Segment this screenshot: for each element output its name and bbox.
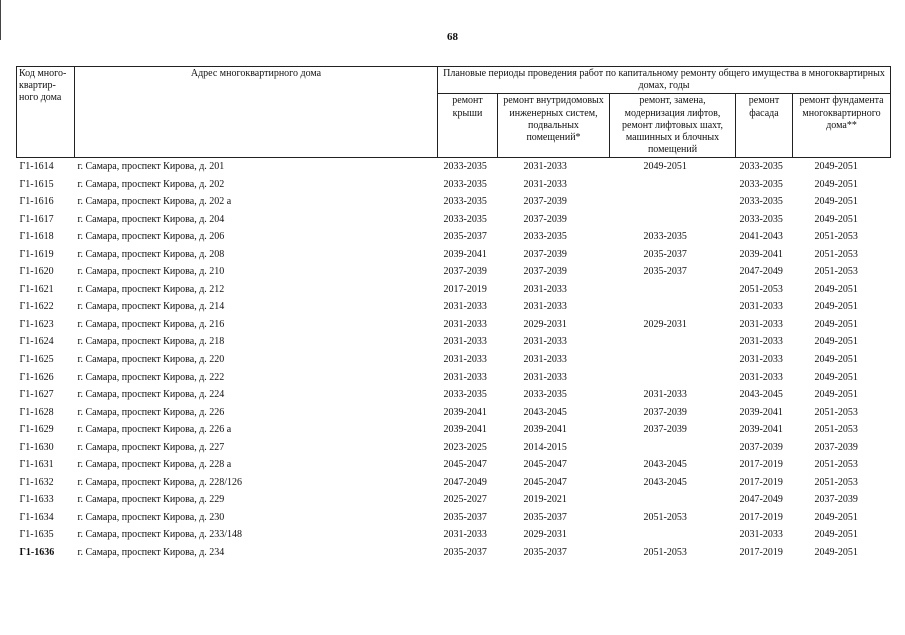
cell-roof: 2039-2041 xyxy=(443,248,487,260)
cell-roof: 2037-2039 xyxy=(443,266,487,278)
cell-roof: 2033-2035 xyxy=(443,389,487,401)
cell-engineering: 2031-2033 xyxy=(523,354,567,365)
cell-foundation: 2049-2051 xyxy=(814,283,858,295)
cell-roof: 2033-2035 xyxy=(443,196,487,208)
cell-code: Г1-1619 xyxy=(19,248,54,260)
cell-foundation: 2049-2051 xyxy=(814,511,858,523)
cell-facade: 2017-2019 xyxy=(739,476,783,488)
cell-engineering: 2031-2033 xyxy=(523,371,567,383)
repair-schedule-table xyxy=(16,66,891,562)
table-row xyxy=(17,509,891,527)
cell-engineering: 2033-2035 xyxy=(523,389,567,401)
cell-code: Г1-1624 xyxy=(19,336,54,348)
cell-facade: 2033-2035 xyxy=(739,213,783,225)
cell-foundation: 2049-2051 xyxy=(814,529,858,541)
cell-address: г. Самара, проспект Кирова, д. 218 xyxy=(77,336,225,348)
cell-address: г. Самара, проспект Кирова, д. 226 xyxy=(77,406,225,418)
cell-foundation: 2037-2039 xyxy=(814,494,858,506)
cell-foundation: 2051-2053 xyxy=(814,266,858,278)
cell-roof: 2039-2041 xyxy=(443,424,487,436)
cell-code: Г1-1636 xyxy=(19,547,55,559)
cell-facade: 2047-2049 xyxy=(739,494,783,506)
cell-foundation: 2051-2053 xyxy=(814,248,858,260)
header-roof: ремонт крыши xyxy=(438,94,498,158)
cell-code: Г1-1614 xyxy=(17,158,75,176)
cell-roof: 2039-2041 xyxy=(443,406,487,418)
cell-foundation: 2037-2039 xyxy=(814,441,858,453)
cell-code: Г1-1634 xyxy=(19,511,54,523)
cell-foundation: 2049-2051 xyxy=(814,389,858,401)
cell-elevator: 2033-2035 xyxy=(643,231,687,243)
cell-elevator: 2043-2045 xyxy=(643,459,687,471)
cell-elevator xyxy=(610,439,736,457)
cell-address: г. Самара, проспект Кирова, д. 222 xyxy=(77,371,225,383)
cell-facade: 2031-2033 xyxy=(739,529,783,541)
cell-engineering: 2031-2033 xyxy=(523,336,567,348)
cell-foundation: 2051-2053 xyxy=(814,459,858,471)
cell-code: Г1-1632 xyxy=(19,476,54,488)
cell-engineering: 2029-2031 xyxy=(523,318,567,330)
table-row xyxy=(17,439,891,457)
cell-roof: 2031-2033 xyxy=(443,301,487,313)
cell-engineering: 2045-2047 xyxy=(523,476,567,488)
cell-address: г. Самара, проспект Кирова, д. 216 xyxy=(77,318,225,330)
cell-foundation: 2051-2053 xyxy=(814,231,858,243)
cell-roof: 2031-2033 xyxy=(443,336,487,348)
table-row xyxy=(17,457,891,475)
cell-engineering: 2037-2039 xyxy=(523,213,567,225)
cell-foundation: 2049-2051 xyxy=(814,318,858,330)
cell-roof: 2031-2033 xyxy=(443,529,487,541)
cell-elevator: 2037-2039 xyxy=(643,424,687,436)
cell-address: г. Самара, проспект Кирова, д. 233/148 xyxy=(77,529,243,541)
cell-foundation: 2049-2051 xyxy=(814,213,858,225)
cell-elevator xyxy=(610,351,736,369)
cell-elevator: 2043-2045 xyxy=(643,476,687,488)
cell-engineering: 2019-2021 xyxy=(523,494,567,506)
table-row xyxy=(17,176,891,194)
cell-elevator: 2051-2053 xyxy=(643,547,687,559)
cell-facade: 2041-2043 xyxy=(739,231,783,243)
header-engineering: ремонт внутридомовых инженерных систем, подвальных помещений* xyxy=(498,94,610,158)
cell-foundation: 2049-2051 xyxy=(793,158,891,176)
table-row xyxy=(17,158,891,176)
cell-engineering: 2035-2037 xyxy=(523,511,567,523)
table-row xyxy=(17,229,891,247)
cell-address: г. Самара, проспект Кирова, д. 226 а xyxy=(77,424,232,436)
cell-roof: 2023-2025 xyxy=(443,441,487,453)
cell-facade: 2017-2019 xyxy=(739,547,783,559)
cell-roof: 2045-2047 xyxy=(443,459,487,471)
header-address: Адрес многоквартирного дома xyxy=(75,67,438,158)
cell-facade: 2039-2041 xyxy=(739,406,783,418)
cell-facade: 2031-2033 xyxy=(739,301,783,313)
cell-engineering: 2033-2035 xyxy=(523,231,567,243)
header-periods-group: Плановые периоды проведения работ по капитальному ремонту общего имущества в многоквартирных домах, годы xyxy=(438,67,891,94)
cell-address: г. Самара, проспект Кирова, д. 229 xyxy=(77,494,225,506)
cell-address: г. Самара, проспект Кирова, д. 204 xyxy=(77,213,225,225)
cell-facade: 2031-2033 xyxy=(739,336,783,348)
cell-address: г. Самара, проспект Кирова, д. 210 xyxy=(77,266,225,278)
cell-roof: 2033-2035 xyxy=(443,178,487,190)
cell-elevator xyxy=(610,334,736,352)
cell-engineering: 2035-2037 xyxy=(523,547,567,559)
cell-foundation: 2049-2051 xyxy=(814,196,858,208)
cell-elevator xyxy=(610,527,736,545)
table-row xyxy=(17,386,891,404)
cell-foundation: 2051-2053 xyxy=(814,424,858,436)
cell-code: Г1-1626 xyxy=(19,371,54,383)
table-row xyxy=(17,334,891,352)
cell-facade: 2051-2053 xyxy=(739,283,783,295)
table-row xyxy=(17,281,891,299)
cell-elevator: 2035-2037 xyxy=(643,266,687,278)
cell-address: г. Самара, проспект Кирова, д. 228/126 xyxy=(77,476,243,488)
cell-elevator xyxy=(610,193,736,211)
cell-elevator xyxy=(610,369,736,387)
cell-code: Г1-1621 xyxy=(19,283,54,295)
cell-address: г. Самара, проспект Кирова, д. 202 xyxy=(77,178,225,190)
cell-address: г. Самара, проспект Кирова, д. 201 xyxy=(75,158,438,176)
table-row xyxy=(17,316,891,334)
cell-engineering: 2031-2033 xyxy=(498,158,610,176)
table-row xyxy=(17,544,891,562)
cell-foundation: 2051-2053 xyxy=(814,476,858,488)
cell-code: Г1-1616 xyxy=(19,196,54,208)
cell-facade: 2039-2041 xyxy=(739,248,783,260)
cell-elevator: 2051-2053 xyxy=(643,511,687,523)
cell-engineering: 2031-2033 xyxy=(523,178,567,190)
cell-roof: 2033-2035 xyxy=(438,158,498,176)
cell-roof: 2035-2037 xyxy=(443,231,487,243)
table-row xyxy=(17,299,891,317)
cell-code: Г1-1622 xyxy=(19,301,54,313)
cell-elevator xyxy=(610,176,736,194)
cell-facade: 2037-2039 xyxy=(739,441,783,453)
cell-facade: 2031-2033 xyxy=(739,354,783,365)
cell-facade: 2033-2035 xyxy=(739,178,783,190)
cell-address: г. Самара, проспект Кирова, д. 228 а xyxy=(77,459,232,471)
header-foundation: ремонт фундамента многоквартирного дома** xyxy=(793,94,891,158)
cell-code: Г1-1618 xyxy=(19,231,54,243)
cell-roof: 2031-2033 xyxy=(443,371,487,383)
cell-elevator: 2029-2031 xyxy=(643,318,687,330)
cell-address: г. Самара, проспект Кирова, д. 227 xyxy=(77,441,225,453)
table-row xyxy=(17,527,891,545)
table-row xyxy=(17,369,891,387)
cell-facade: 2033-2035 xyxy=(736,158,793,176)
cell-roof: 2031-2033 xyxy=(443,318,487,330)
cell-foundation: 2049-2051 xyxy=(814,336,858,348)
cell-roof: 2035-2037 xyxy=(443,511,487,523)
cell-engineering: 2045-2047 xyxy=(523,459,567,471)
cell-address: г. Самара, проспект Кирова, д. 206 xyxy=(77,231,225,243)
cell-code: Г1-1629 xyxy=(19,424,54,436)
cell-code: Г1-1628 xyxy=(19,406,54,418)
cell-facade: 2039-2041 xyxy=(739,424,783,436)
table-row xyxy=(17,492,891,510)
cell-engineering: 2031-2033 xyxy=(523,283,567,295)
header-code: Код много-квартир-ного дома xyxy=(17,67,75,158)
cell-engineering: 2037-2039 xyxy=(523,248,567,260)
cell-foundation: 2049-2051 xyxy=(814,301,858,313)
cell-code: Г1-1633 xyxy=(19,494,54,506)
cell-address: г. Самара, проспект Кирова, д. 212 xyxy=(77,283,225,295)
cell-foundation: 2049-2051 xyxy=(814,178,858,190)
cell-code: Г1-1623 xyxy=(19,318,54,330)
table-row xyxy=(17,211,891,229)
cell-engineering: 2039-2041 xyxy=(523,424,567,436)
table-row xyxy=(17,404,891,422)
table-row xyxy=(17,193,891,211)
cell-elevator xyxy=(610,211,736,229)
cell-facade: 2047-2049 xyxy=(739,266,783,278)
cell-address: г. Самара, проспект Кирова, д. 208 xyxy=(77,248,225,260)
cell-engineering: 2037-2039 xyxy=(523,266,567,278)
table-row xyxy=(17,264,891,282)
cell-facade: 2017-2019 xyxy=(739,511,783,523)
cell-facade: 2033-2035 xyxy=(739,196,783,208)
cell-elevator: 2035-2037 xyxy=(643,248,687,260)
cell-code: Г1-1631 xyxy=(19,459,54,471)
cell-engineering: 2014-2015 xyxy=(523,441,567,453)
cell-engineering: 2031-2033 xyxy=(523,301,567,313)
cell-facade: 2031-2033 xyxy=(739,318,783,330)
cell-address: г. Самара, проспект Кирова, д. 230 xyxy=(77,511,225,523)
cell-engineering: 2029-2031 xyxy=(523,529,567,541)
cell-code: Г1-1635 xyxy=(19,529,54,541)
header-elevator: ремонт, замена, модернизация лифтов, ремонт лифтовых шахт, машинных и блочных помещений xyxy=(610,94,736,158)
cell-roof: 2047-2049 xyxy=(443,476,487,488)
cell-elevator xyxy=(610,492,736,510)
cell-code: Г1-1627 xyxy=(19,389,54,401)
cell-engineering: 2043-2045 xyxy=(523,406,567,418)
cell-elevator xyxy=(610,299,736,317)
cell-facade: 2031-2033 xyxy=(739,371,783,383)
header-facade: ремонт фасада xyxy=(736,94,793,158)
cell-foundation: 2049-2051 xyxy=(814,354,858,365)
cell-roof: 2025-2027 xyxy=(443,494,487,506)
cell-elevator: 2049-2051 xyxy=(610,158,736,176)
cell-address: г. Самара, проспект Кирова, д. 224 xyxy=(77,389,225,401)
cell-address: г. Самара, проспект Кирова, д. 220 xyxy=(77,354,225,365)
table-row xyxy=(17,351,891,369)
cell-address: г. Самара, проспект Кирова, д. 234 xyxy=(77,547,225,559)
cell-roof: 2017-2019 xyxy=(443,283,487,295)
cell-facade: 2017-2019 xyxy=(739,459,783,471)
table-row xyxy=(17,422,891,440)
table-row xyxy=(17,246,891,264)
cell-code: Г1-1615 xyxy=(19,178,54,190)
cell-facade: 2043-2045 xyxy=(739,389,783,401)
page-number: 68 xyxy=(447,31,458,43)
cell-address: г. Самара, проспект Кирова, д. 214 xyxy=(77,301,225,313)
cell-elevator xyxy=(610,281,736,299)
cell-foundation: 2049-2051 xyxy=(814,371,858,383)
cell-roof: 2035-2037 xyxy=(443,547,487,559)
cell-code: Г1-1617 xyxy=(19,213,54,225)
cell-roof: 2031-2033 xyxy=(443,354,487,365)
cell-elevator: 2037-2039 xyxy=(643,406,687,418)
cell-roof: 2033-2035 xyxy=(443,213,487,225)
cell-engineering: 2037-2039 xyxy=(523,196,567,208)
cell-code: Г1-1620 xyxy=(19,266,54,278)
cell-foundation: 2049-2051 xyxy=(814,547,858,559)
cell-foundation: 2051-2053 xyxy=(814,406,858,418)
table-row xyxy=(17,474,891,492)
cell-elevator: 2031-2033 xyxy=(643,389,687,401)
cell-code: Г1-1630 xyxy=(19,441,54,453)
cell-address: г. Самара, проспект Кирова, д. 202 а xyxy=(77,196,232,208)
cell-code: Г1-1625 xyxy=(19,354,54,365)
